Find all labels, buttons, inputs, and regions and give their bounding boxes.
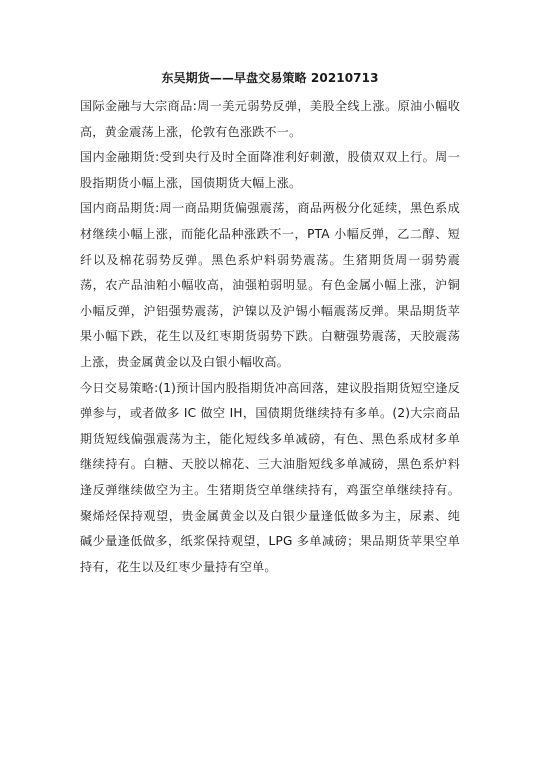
- document-title: 东吴期货——早盘交易策略 20210713: [161, 71, 379, 85]
- paragraph-trading-strategy: 今日交易策略:(1)预计国内股指期货冲高回落，建议股指期货短空逢反弹参与，或者做多 IC 做空 IH，国债期货继续持有多单。(2)大宗商品期货短线偏强震荡为主，能化短线多单减磅，有色、黑色系成材多单继续持有。白糖、天胶以棉花、三大油脂短线多单减磅，黑色系炉料逢反弹继续做空为主。生猪期货空单继续持有，鸡蛋空单继续持有。聚烯烃保持观望，贵金属黄金以及白银少量逢低做多为主，尿素、纯碱少量逢低做多，纸浆保持观望，LPG 多单减磅；果品期货苹果空单持有，花生以及红枣少量持有空单。: [80, 380, 460, 574]
- paragraph-international-markets: 国际金融与大宗商品:周一美元弱势反弹，美股全线上涨。原油小幅收高，黄金震荡上涨，伦敦有色涨跌不一。: [80, 99, 460, 139]
- paragraph-domestic-commodity-futures: 国内商品期货:周一商品期货偏强震荡，商品两极分化延续，黑色系成材继续小幅上涨，而能化品种涨跌不一，PTA 小幅反弹，乙二醇、短纤以及棉花弱势反弹。黑色系炉料弱势震荡。生猪期货周一弱势震荡，农产品油粕小幅收高，油强粕弱明显。有色金属小幅上涨，沪铜小幅反弹，沪铝强势震荡，沪镍以及沪锡小幅震荡反弹。果品期货苹果小幅下跌，花生以及红枣期货弱势下跌。白糖强势震荡，天胶震荡上涨，贵金属黄金以及白银小幅收高。: [80, 201, 460, 369]
- paragraph-domestic-financial-futures: 国内金融期货:受到央行及时全面降准利好刺激，股债双双上行。周一股指期货小幅上涨，国债期货大幅上涨。: [80, 150, 460, 190]
